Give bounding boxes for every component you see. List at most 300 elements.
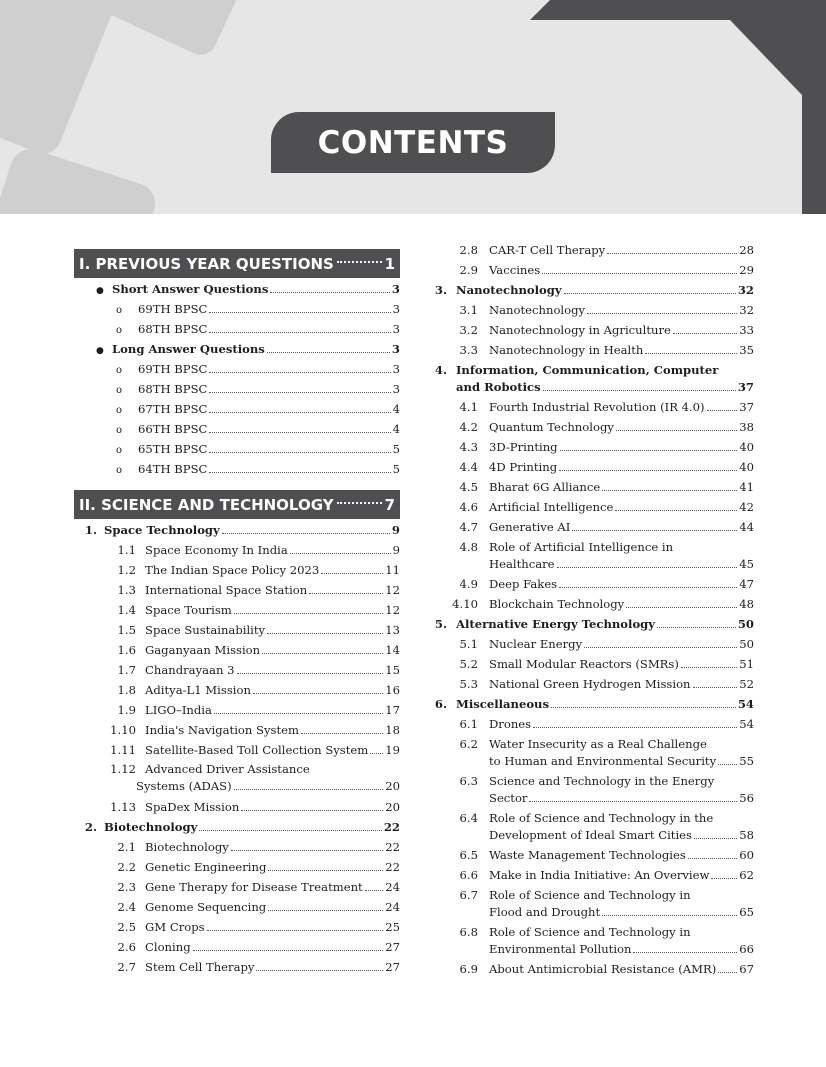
part-heading-1[interactable]: [74, 249, 400, 278]
bullet-icon: ●: [96, 286, 104, 296]
entry-title: About Antimicrobial Resistance (AMR): [489, 962, 717, 976]
entry-title: Gaganyaan Mission: [145, 643, 261, 657]
dot-leader: [209, 412, 390, 413]
decor-shape: [0, 144, 160, 214]
dot-leader: [718, 972, 737, 973]
entry-title: Nanotechnology: [456, 283, 562, 297]
entry-number: 2.9: [459, 263, 478, 277]
entry-number: 2.1: [117, 840, 136, 854]
page-number: 20: [385, 779, 400, 793]
entry-title: 65TH BPSC: [138, 442, 208, 456]
entry-number: 6.1: [459, 717, 478, 731]
dot-leader: [607, 253, 737, 254]
toc-item[interactable]: [428, 635, 754, 654]
toc-item[interactable]: [74, 898, 400, 917]
entry-number: 6.2: [459, 737, 478, 751]
toc-item-continued[interactable]: [428, 826, 754, 845]
toc-item[interactable]: [74, 460, 400, 479]
page-title: CONTENTS: [317, 124, 509, 161]
page-number: 24: [385, 900, 400, 914]
dot-leader: [602, 490, 737, 491]
toc-item[interactable]: [428, 458, 754, 477]
toc-item[interactable]: [74, 938, 400, 957]
page-number: 38: [739, 420, 754, 434]
entry-title: Chandrayaan 3: [145, 663, 235, 677]
toc-item[interactable]: [428, 655, 754, 674]
chapter-heading[interactable]: [74, 818, 400, 837]
toc-item[interactable]: [74, 878, 400, 897]
entry-number: 4.: [434, 363, 447, 377]
entry-number: 4.7: [459, 520, 478, 534]
toc-item-continued[interactable]: [428, 555, 754, 574]
page-number: 45: [739, 557, 754, 571]
dot-leader: [718, 764, 737, 765]
page-number: 48: [739, 597, 754, 611]
dot-leader: [557, 567, 738, 568]
entry-title: Biotechnology: [145, 840, 229, 854]
entry-number: 6.7: [459, 888, 478, 902]
dot-leader: [209, 452, 390, 453]
dot-leader: [711, 878, 737, 879]
dot-leader: [267, 352, 390, 353]
dot-leader: [214, 713, 383, 714]
page-number: 20: [385, 800, 400, 814]
dot-leader: [268, 870, 383, 871]
entry-number: 5.1: [459, 637, 478, 651]
dot-leader: [707, 410, 738, 411]
entry-number: 6.5: [459, 848, 478, 862]
page-number: 28: [739, 243, 754, 257]
entry-title: Gene Therapy for Disease Treatment: [145, 880, 363, 894]
toc-item[interactable]: [428, 321, 754, 340]
page-number: 16: [385, 683, 400, 697]
toc-item[interactable]: [74, 320, 400, 339]
entry-number: 2.4: [117, 900, 136, 914]
toc-item[interactable]: [74, 858, 400, 877]
entry-number: 2.: [84, 820, 97, 834]
entry-title: 68TH BPSC: [138, 382, 208, 396]
toc-item[interactable]: [74, 541, 400, 560]
toc-item[interactable]: [74, 701, 400, 720]
entry-title: Nuclear Energy: [489, 637, 583, 651]
entry-number: 1.6: [117, 643, 136, 657]
page-number: 50: [737, 617, 754, 631]
entry-title: 69TH BPSC: [138, 302, 208, 316]
entry-number: 6.: [434, 697, 447, 711]
circle-bullet-icon: o: [116, 465, 123, 476]
page-number: 40: [739, 460, 754, 474]
page-number: 54: [739, 717, 754, 731]
entry-number: 5.3: [459, 677, 478, 691]
decor-shape: [81, 0, 248, 60]
entry-title: Generative AI: [489, 520, 571, 534]
entry-title: Healthcare: [489, 557, 555, 571]
part-heading-2[interactable]: [74, 490, 400, 519]
entry-number: 4.9: [459, 577, 478, 591]
entry-number: 3.1: [459, 303, 478, 317]
dot-leader: [616, 430, 737, 431]
entry-title: Drones: [489, 717, 532, 731]
page-number: 3: [392, 302, 400, 316]
entry-number: 6.6: [459, 868, 478, 882]
toc-item[interactable]: [74, 400, 400, 419]
part-title: I. PREVIOUS YEAR QUESTIONS: [79, 254, 334, 273]
entry-title: Flood and Drought: [489, 905, 601, 919]
entry-title: Deep Fakes: [489, 577, 558, 591]
dot-leader: [209, 332, 390, 333]
dot-leader: [560, 450, 738, 451]
page-number: 15: [385, 663, 400, 677]
toc-item[interactable]: [428, 715, 754, 734]
bullet-icon: ●: [96, 346, 104, 356]
entry-title: Water Insecurity as a Real Challenge: [489, 737, 707, 751]
page-number: 14: [385, 643, 400, 657]
dot-leader: [615, 510, 737, 511]
page-number: 37: [739, 400, 754, 414]
entry-number: 1.4: [117, 603, 136, 617]
toc-item[interactable]: [74, 360, 400, 379]
part-title: II. SCIENCE AND TECHNOLOGY: [79, 495, 334, 514]
dot-leader: [234, 613, 383, 614]
page-number: 54: [737, 697, 754, 711]
toc-item[interactable]: [428, 261, 754, 280]
toc-item[interactable]: [74, 621, 400, 640]
entry-number: 3.3: [459, 343, 478, 357]
dot-leader: [370, 753, 383, 754]
entry-number: 4.8: [459, 540, 478, 554]
page-number: 22: [385, 840, 400, 854]
entry-title: Role of Artificial Intelligence in: [489, 540, 674, 554]
entry-number: 3.: [434, 283, 447, 297]
dot-leader: [693, 687, 738, 688]
entry-number: 1.10: [110, 723, 136, 737]
page-number: 51: [739, 657, 754, 671]
entry-title: Small Modular Reactors (SMRs): [489, 657, 679, 671]
dot-leader: [587, 313, 737, 314]
toc-item[interactable]: [74, 681, 400, 700]
entry-title: Biotechnology: [104, 820, 198, 834]
toc-item[interactable]: [428, 846, 754, 865]
toc-item[interactable]: [74, 380, 400, 399]
page-number: 32: [739, 303, 754, 317]
entry-title: Nanotechnology in Agriculture: [489, 323, 671, 337]
dot-leader: [309, 593, 383, 594]
page-number: 17: [385, 703, 400, 717]
circle-bullet-icon: o: [116, 445, 123, 456]
toc-item[interactable]: [74, 581, 400, 600]
page-number: 18: [385, 723, 400, 737]
entry-title: 68TH BPSC: [138, 322, 208, 336]
toc-item[interactable]: [428, 341, 754, 360]
page-number: 5: [392, 462, 400, 476]
page-number: 22: [383, 820, 400, 834]
toc-item[interactable]: [428, 960, 754, 979]
contents-title-box: [271, 112, 555, 173]
page-number: 29: [739, 263, 754, 277]
page-number: 52: [739, 677, 754, 691]
entry-number: 4.5: [459, 480, 478, 494]
page-number: 4: [392, 422, 400, 436]
entry-number: 1.3: [117, 583, 136, 597]
entry-title: CAR-T Cell Therapy: [489, 243, 606, 257]
entry-title: Science and Technology in the Energy: [489, 774, 715, 788]
toc-item[interactable]: [428, 866, 754, 885]
circle-bullet-icon: o: [116, 405, 123, 416]
page-number: 22: [385, 860, 400, 874]
entry-number: 2.3: [117, 880, 136, 894]
page-number: 47: [739, 577, 754, 591]
dot-leader: [688, 858, 737, 859]
page-number: 3: [392, 382, 400, 396]
toc-item[interactable]: [74, 741, 400, 760]
entry-title: to Human and Environmental Security: [489, 754, 717, 768]
dot-leader: [268, 910, 383, 911]
page-number: 3: [391, 282, 400, 296]
dot-leader: [209, 432, 390, 433]
entry-number: 1.12: [110, 762, 136, 776]
dot-leader: [262, 653, 383, 654]
page-number: 24: [385, 880, 400, 894]
dot-leader: [209, 472, 390, 473]
toc-item[interactable]: [428, 241, 754, 260]
page-number: 13: [385, 623, 400, 637]
page-number: 67: [739, 962, 754, 976]
page-number: 11: [385, 563, 400, 577]
page-number: 1: [384, 254, 395, 273]
entry-number: 3.2: [459, 323, 478, 337]
entry-title: Make in India Initiative: An Overview: [489, 868, 710, 882]
entry-title: Space Economy In India: [145, 543, 288, 557]
entry-number: 1.: [84, 523, 97, 537]
entry-title: The Indian Space Policy 2023: [145, 563, 320, 577]
entry-title: Space Technology: [104, 523, 220, 537]
toc-item[interactable]: [428, 675, 754, 694]
toc-item[interactable]: [74, 838, 400, 857]
page-number: 37: [737, 380, 754, 394]
entry-number: 4.6: [459, 500, 478, 514]
decor-shape: [0, 0, 119, 159]
page-number: 65: [739, 905, 754, 919]
entry-number: 6.8: [459, 925, 478, 939]
dot-leader: [209, 372, 390, 373]
page-number: 12: [385, 583, 400, 597]
chapter-heading[interactable]: [428, 615, 754, 634]
entry-number: 2.2: [117, 860, 136, 874]
dot-leader: [337, 261, 382, 263]
page-number: 42: [739, 500, 754, 514]
page-number: 56: [739, 791, 754, 805]
toc-item-continued[interactable]: [428, 940, 754, 959]
entry-number: 4.4: [459, 460, 478, 474]
toc-item[interactable]: [74, 918, 400, 937]
entry-title: Artificial Intelligence: [489, 500, 614, 514]
toc-item-continued[interactable]: [428, 752, 754, 771]
dot-leader: [337, 502, 382, 504]
dot-leader: [533, 727, 737, 728]
entry-title: LIGO–India: [145, 703, 212, 717]
dot-leader: [564, 293, 736, 294]
page-number: 4: [392, 402, 400, 416]
toc-item[interactable]: [74, 641, 400, 660]
toc-item[interactable]: [74, 798, 400, 817]
toc-item[interactable]: [74, 300, 400, 319]
entry-title: Role of Science and Technology in: [489, 925, 691, 939]
entry-title: 67TH BPSC: [138, 402, 208, 416]
entry-title: 4D Printing: [489, 460, 558, 474]
circle-bullet-icon: o: [116, 305, 123, 316]
dot-leader: [559, 587, 737, 588]
page-number: 5: [392, 442, 400, 456]
dot-leader: [694, 838, 737, 839]
entry-number: 4.10: [452, 597, 478, 611]
toc-item[interactable]: [428, 575, 754, 594]
entry-title: Space Sustainability: [145, 623, 266, 637]
entry-number: 1.5: [117, 623, 136, 637]
toc-item[interactable]: [428, 301, 754, 320]
entry-title: Information, Communication, Computer: [456, 363, 719, 377]
page-number: 7: [384, 495, 395, 514]
page-number: 58: [739, 828, 754, 842]
page-number: 55: [739, 754, 754, 768]
dot-leader: [241, 810, 383, 811]
entry-title: Role of Science and Technology in: [489, 888, 691, 902]
toc-item[interactable]: [74, 440, 400, 459]
entry-title: and Robotics: [456, 380, 541, 394]
dot-leader: [559, 470, 737, 471]
entry-title: Satellite-Based Toll Collection System: [145, 743, 369, 757]
dot-leader: [584, 647, 737, 648]
entry-number: 6.3: [459, 774, 478, 788]
dot-leader: [572, 530, 737, 531]
entry-title: Stem Cell Therapy: [145, 960, 255, 974]
toc-item[interactable]: [428, 498, 754, 517]
entry-title: National Green Hydrogen Mission: [489, 677, 691, 691]
dot-leader: [551, 707, 736, 708]
entry-number: 4.1: [459, 400, 478, 414]
circle-bullet-icon: o: [116, 425, 123, 436]
entry-title: 64TH BPSC: [138, 462, 208, 476]
toc-item[interactable]: [74, 420, 400, 439]
dot-leader: [543, 390, 736, 391]
entry-title: Miscellaneous: [456, 697, 550, 711]
toc-item-continued[interactable]: [428, 903, 754, 922]
entry-title: India's Navigation System: [145, 723, 300, 737]
toc-item[interactable]: [428, 478, 754, 497]
toc-item[interactable]: [74, 601, 400, 620]
chapter-heading[interactable]: [428, 281, 754, 300]
entry-title: Sector: [489, 791, 528, 805]
dot-leader: [234, 789, 384, 790]
entry-number: 1.13: [110, 800, 136, 814]
toc-item[interactable]: [74, 561, 400, 580]
entry-title: 66TH BPSC: [138, 422, 208, 436]
section-short-answer[interactable]: [74, 280, 400, 299]
header-banner: [0, 0, 826, 214]
section-long-answer[interactable]: [74, 340, 400, 359]
chapter-heading-continued[interactable]: [428, 378, 754, 397]
toc-item[interactable]: [428, 438, 754, 457]
entry-title: Space Tourism: [145, 603, 232, 617]
dot-leader: [681, 667, 737, 668]
toc-item-continued[interactable]: [428, 789, 754, 808]
toc-item[interactable]: [428, 418, 754, 437]
chapter-heading[interactable]: [428, 695, 754, 714]
entry-title: Advanced Driver Assistance: [145, 762, 310, 776]
entry-title: 69TH BPSC: [138, 362, 208, 376]
page-number: 3: [392, 362, 400, 376]
toc-item-continued[interactable]: [74, 777, 400, 796]
dot-leader: [657, 627, 736, 628]
entry-title: Genome Sequencing: [145, 900, 267, 914]
entry-title: Blockchain Technology: [489, 597, 625, 611]
toc-item[interactable]: [74, 958, 400, 977]
page-number: 27: [385, 940, 400, 954]
entry-number: 4.2: [459, 420, 478, 434]
decor-dark-shape: [530, 0, 826, 214]
page-number: 9: [392, 543, 400, 557]
entry-title: Systems (ADAS): [136, 779, 232, 793]
dot-leader: [542, 273, 737, 274]
page-number: 33: [739, 323, 754, 337]
dot-leader: [673, 333, 737, 334]
page-number: 3: [391, 342, 400, 356]
entry-title: GM Crops: [145, 920, 205, 934]
entry-title: Genetic Engineering: [145, 860, 267, 874]
entry-title: Environmental Pollution: [489, 942, 632, 956]
entry-title: Short Answer Questions: [112, 282, 269, 296]
entry-title: Quantum Technology: [489, 420, 614, 434]
circle-bullet-icon: o: [116, 365, 123, 376]
page-number: 19: [385, 743, 400, 757]
entry-number: 1.2: [117, 563, 136, 577]
toc-item[interactable]: [428, 518, 754, 537]
dot-leader: [193, 950, 384, 951]
entry-number: 1.8: [117, 683, 136, 697]
page-number: 12: [385, 603, 400, 617]
toc-item[interactable]: [428, 595, 754, 614]
entry-number: 2.8: [459, 243, 478, 257]
dot-leader: [301, 733, 383, 734]
page-number: 60: [739, 848, 754, 862]
dot-leader: [267, 633, 383, 634]
entry-number: 4.3: [459, 440, 478, 454]
entry-number: 5.: [434, 617, 447, 631]
page-number: 41: [739, 480, 754, 494]
page-number: 3: [392, 322, 400, 336]
entry-title: Waste Management Technologies: [489, 848, 686, 862]
entry-number: 1.11: [110, 743, 136, 757]
entry-title: Alternative Energy Technology: [456, 617, 656, 631]
entry-number: 5.2: [459, 657, 478, 671]
toc-item[interactable]: [74, 661, 400, 680]
dot-leader: [321, 573, 383, 574]
dot-leader: [237, 673, 384, 674]
toc-item[interactable]: [428, 398, 754, 417]
entry-number: 2.6: [117, 940, 136, 954]
page-number: 62: [739, 868, 754, 882]
toc-item[interactable]: [74, 721, 400, 740]
circle-bullet-icon: o: [116, 325, 123, 336]
dot-leader: [270, 292, 390, 293]
dot-leader: [626, 607, 737, 608]
dot-leader: [207, 930, 384, 931]
entry-title: Development of Ideal Smart Cities: [489, 828, 692, 842]
dot-leader: [199, 830, 382, 831]
chapter-heading[interactable]: [74, 521, 400, 540]
entry-title: Bharat 6G Alliance: [489, 480, 601, 494]
page-number: 27: [385, 960, 400, 974]
entry-title: SpaDex Mission: [145, 800, 240, 814]
